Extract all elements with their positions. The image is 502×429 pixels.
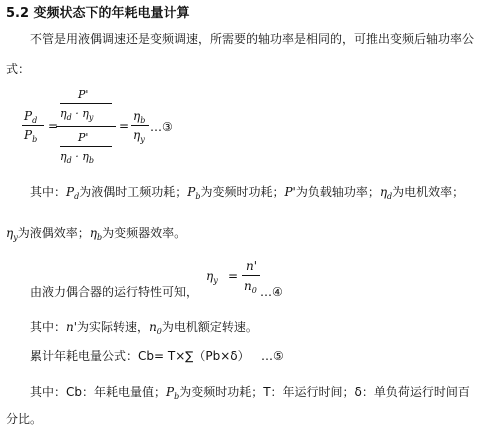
eq3-top-fraction-bar bbox=[60, 103, 112, 104]
eq3-main-fraction-bar bbox=[56, 126, 116, 127]
intro-line-2: 式： bbox=[6, 62, 31, 76]
intro-line-1: 不管是用液偶调速还是变频调速，所需要的轴功率是相同的，可推出变频后轴功率公 bbox=[30, 32, 475, 46]
eq4-denominator: $n_0$ bbox=[244, 279, 257, 295]
eq3-rhs-denominator: $\eta_y$ bbox=[133, 128, 145, 144]
eq3-lhs-fraction-bar bbox=[22, 125, 44, 126]
eq3-equals-2: = bbox=[119, 119, 130, 133]
eq3-equals-1: = bbox=[48, 119, 59, 133]
eq4-text: 由液力偶合器的运行特性可知， bbox=[30, 285, 199, 299]
section-title: 5.2 变频状态下的年耗电量计算 bbox=[6, 6, 190, 21]
equation-5: 累计年耗电量公式：Cb= T×∑（Pb×δ） …⑤ bbox=[30, 349, 284, 363]
where3-line-2: 分比。 bbox=[6, 412, 43, 426]
where1-line-1: 其中：$P_d$为液偶时工频功耗；$P_b$为变频时功耗；P'为负载轴功率；$\eta_d$为电机效率； bbox=[30, 185, 465, 201]
eq3-lhs-denominator: $P_b$ bbox=[24, 128, 38, 144]
eq4-fraction-bar bbox=[242, 275, 260, 276]
eq4-eta: $\eta_y$ bbox=[206, 269, 218, 285]
where1-line-2: $\eta_y$为液偶效率；$\eta_b$为变频器效率。 bbox=[6, 226, 187, 242]
where2-line: 其中：n'为实际转速，$n_0$为电机额定转速。 bbox=[30, 320, 258, 336]
eq3-label: …③ bbox=[150, 120, 173, 134]
eq3-bottom-denominator: $\eta_d \cdot \eta_b$ bbox=[60, 150, 94, 165]
eq4-numerator: n' bbox=[246, 259, 258, 273]
eq3-top-numerator: P' bbox=[78, 88, 89, 101]
eq3-bottom-numerator: P' bbox=[78, 131, 89, 144]
eq3-rhs-fraction-bar bbox=[131, 125, 149, 126]
eq4-equals: = bbox=[228, 269, 239, 283]
eq3-rhs-numerator: $\eta_b$ bbox=[133, 109, 146, 125]
eq4-label: …④ bbox=[260, 285, 283, 299]
eq3-top-denominator: $\eta_d \cdot \eta_y$ bbox=[60, 107, 94, 122]
where3-line-1: 其中：Cb：年耗电量值；$P_b$为变频时功耗；T：年运行时间；δ：单负荷运行时间百 bbox=[30, 385, 470, 401]
eq3-lhs-numerator: $P_d$ bbox=[24, 109, 38, 125]
eq3-bottom-fraction-bar bbox=[60, 146, 112, 147]
